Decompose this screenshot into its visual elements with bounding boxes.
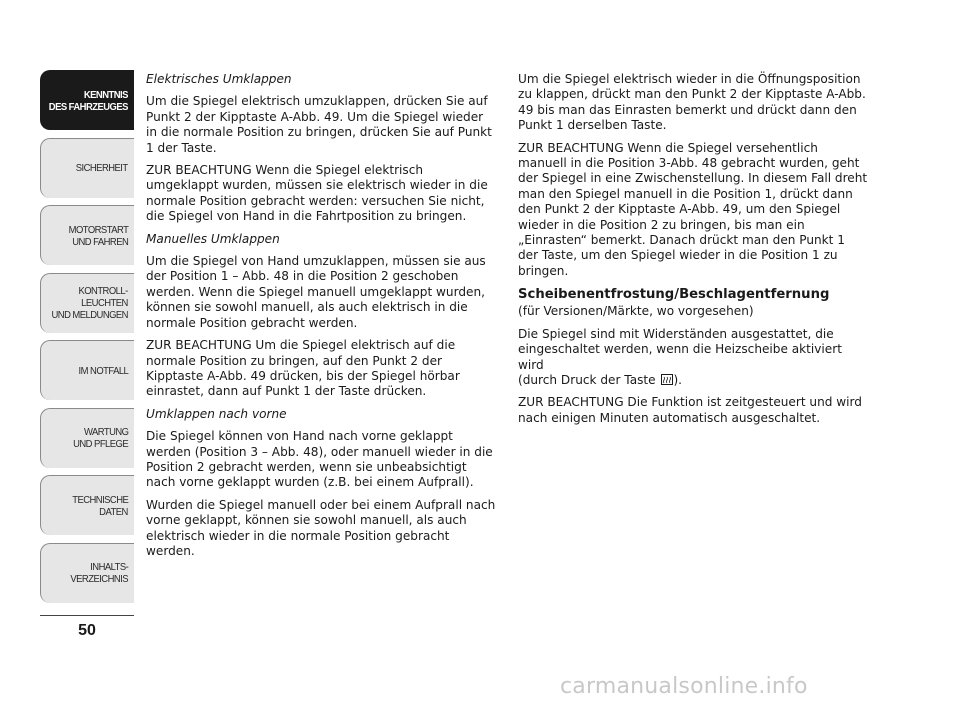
paragraph: Die Spiegel können von Hand nach vorne geklappt werden (Position 3 – Abb. 48), oder manuell wieder in die Position 2 gebracht werden, wenn sie unbeabsichtigt nach vorne geklappt wurden (z.B. bei einem Aufprall). [146,429,493,490]
chapter-tab-label: VERZEICHNIS [70,573,128,585]
page-number: 50 [78,622,96,639]
chapter-tab[interactable] [40,340,134,400]
chapter-tab[interactable] [40,138,134,198]
chapter-tab-label: DATEN [99,505,128,518]
chapter-tab-label: IM NOTFALL [78,364,128,377]
subsection-title: Manuelles Umklappen [146,231,280,246]
section-subheading: (für Versionen/Märkte, wo vorgesehen) [518,304,754,319]
chapter-tab[interactable] [40,205,134,265]
rear-window-heater-icon [661,374,673,385]
left-column [146,72,496,566]
paragraph: ZUR BEACHTUNG Wenn die Spiegel versehentlich manuell in die Position 3-Abb. 48 gebracht wurden, geht der Spiegel in eine Zwischenstellung. In diesem Fall dreht man den Spiegel manuell in die Position 1, drückt dann den Punkt 2 der Kipptaste A-Abb. 49, um den Spiegel wieder in die Position 2 zu bringen, bis man ein „Einrasten“ bemerkt. Danach drückt man den Punkt 1 der Taste, um den Spiegel wieder in die Position 1 zu bringen. [518,140,868,278]
chapter-tab-label: UND MELDUNGEN [51,309,128,321]
chapter-tab-label: SICHERHEIT [76,162,128,174]
chapter-tab-label: UND PFLEGE [73,438,128,450]
paragraph: Um die Spiegel von Hand umzuklappen, müssen sie aus der Position 1 – Abb. 48 in die Position 2 geschoben werden. Wenn die Spiegel manuell umgeklappt wurden, können sie sowohl manuell, als auch elektrisch in die normale Position gebracht werden. [146,254,486,330]
chapter-tab[interactable] [40,475,134,535]
chapter-sidebar [40,70,134,610]
chapter-tab-label: WARTUNG [83,426,128,438]
paragraph: ZUR BEACHTUNG Wenn die Spiegel elektrisch umgeklappt wurden, müssen sie elektrisch wieder in die normale Position gebracht werden: versuchen Sie nicht, die Spiegel von Hand in die Fahrtposition zu bringen. [146,163,488,224]
paragraph: ZUR BEACHTUNG Die Funktion ist zeitgesteuert und wird nach einigen Minuten automatisch ausgeschaltet. [518,395,862,425]
section-heading: Scheibenentfrostung/Beschlagentfernung [518,287,830,303]
watermark: carmanualsonline.info [560,674,808,699]
subsection-title: Umklappen nach vorne [146,406,287,421]
chapter-tab-label: TECHNISCHE [71,493,128,506]
chapter-tab-label: DES FAHRZEUGES [48,100,128,113]
chapter-tab-label: MOTORSTART [68,223,128,236]
chapter-tab[interactable] [40,408,134,468]
paragraph: Um die Spiegel elektrisch umzuklappen, drücken Sie auf Punkt 2 der Kipptaste A-Abb. 49. Um die Spiegel wieder in die normale Position zu bringen, drücken Sie auf Punkt 1 der Taste. [146,94,492,155]
paragraph: Um die Spiegel elektrisch wieder in die Öffnungsposition zu klappen, drückt man den Punkt 2 der Kipptaste A-Abb. 49 bis man das Einrasten bemerkt und drückt dann den Punkt 1 derselben Taste. [518,72,866,133]
chapter-tab[interactable] [40,70,134,130]
paragraph: Die Spiegel sind mit Widerständen ausgestattet, die eingeschaltet werden, wenn die Heizscheibe aktiviert wird (durch Druck der Taste ). [518,326,842,387]
sidebar-divider [40,615,134,616]
right-column [518,72,868,433]
chapter-tab-label: KENNTNIS [84,88,128,101]
chapter-tab[interactable] [40,273,134,333]
chapter-tab[interactable] [40,543,134,603]
chapter-tab-label: INHALTS- [89,561,128,573]
chapter-tab-label: LEUCHTEN [81,297,128,309]
paragraph: Wurden die Spiegel manuell oder bei einem Aufprall nach vorne geklappt, können sie sowohl manuell, als auch elektrisch wieder in die normale Position gebracht werden. [146,497,496,558]
paragraph: ZUR BEACHTUNG Um die Spiegel elektrisch auf die normale Position zu bringen, auf den Punkt 2 der Kipptaste A-Abb. 49 drücken, bis der Spiegel hörbar einrastet, dann auf Punkt 1 der Taste drücken. [146,338,460,399]
chapter-tab-label: KONTROLL- [78,285,128,297]
subsection-title: Elektrisches Umklappen [146,72,292,86]
chapter-tab-label: UND FAHREN [71,235,128,248]
